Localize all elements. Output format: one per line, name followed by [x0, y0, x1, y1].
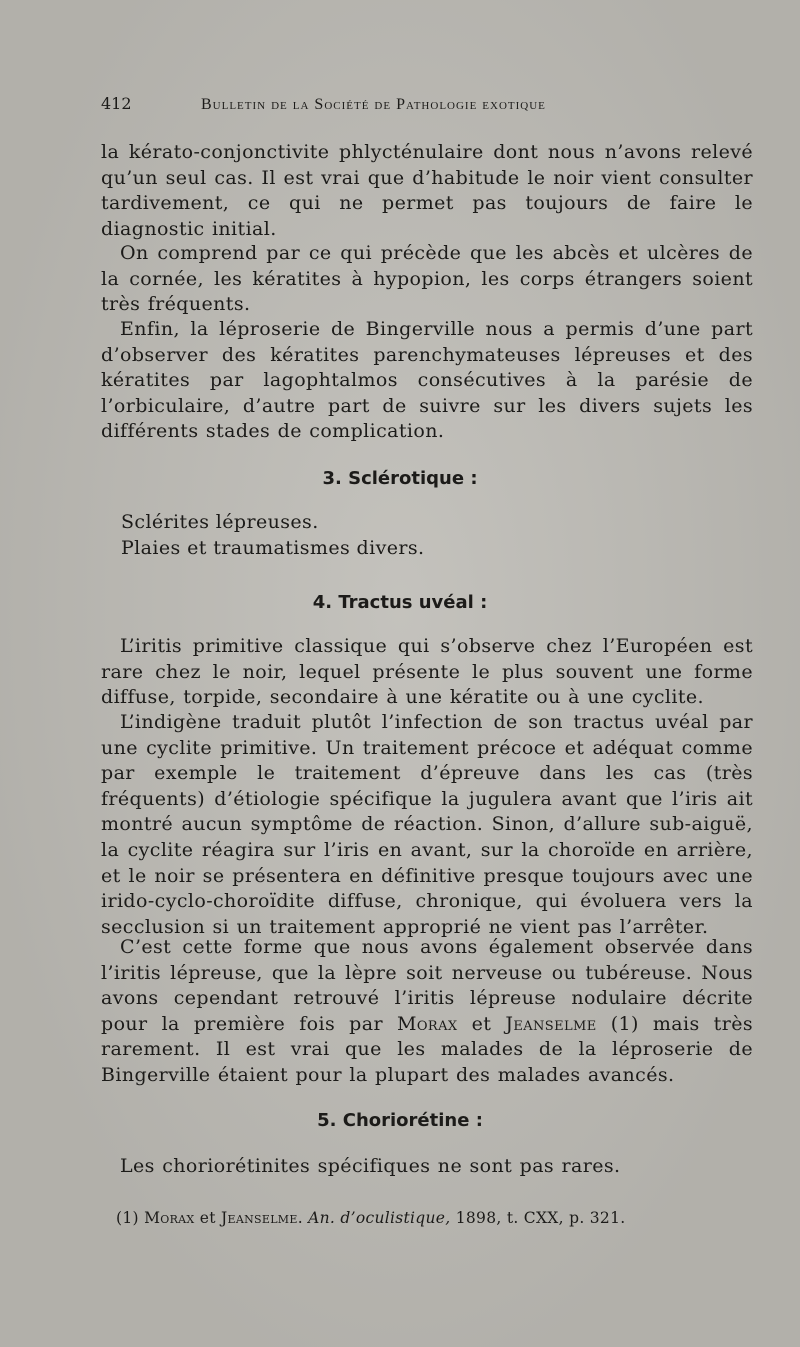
footnote-author: Morax: [144, 1209, 195, 1227]
paragraph-iritis-primitive: L’iritis primitive classique qui s’observe chez l’Européen est rare chez le noir, lequel présente le plus souvent une forme diffuse, torpide, secondaire à une kératite ou à une cyclite.: [101, 635, 753, 709]
author-name: Jeanselme: [505, 1012, 597, 1035]
page-number: 412: [101, 94, 132, 113]
paragraph-abces-ulceres: On comprend par ce qui précède que les abcès et ulcères de la cornée, les kératites à hypopion, les corps étrangers soient très fréquents.: [101, 242, 753, 316]
list-item: Plaies et traumatismes divers.: [121, 537, 425, 559]
paragraph-leproserie: Enfin, la léproserie de Bingerville nous a permis d’une part d’observer des kératites parenchymateuses lépreuses et des kératites par lagophtalmos consécutives à la parésie de l’orbiculaire, d’autre part de suivre sur les divers sujets les différents stades de complication.: [101, 318, 753, 443]
paragraph-keratoconjunctivitis: la kérato-conjonctivite phlycténulaire dont nous n’avons relevé qu’un seul cas. Il est vrai que d’habitude le noir vient consulter tardivement, ce qui ne permet pas toujours de faire le diagnostic initial.: [101, 141, 753, 240]
paragraph-text: et: [457, 1012, 506, 1035]
paragraph-chorioretinites: Les choriorétinites spécifiques ne sont pas rares.: [120, 1155, 621, 1177]
list-item: Sclérites lépreuses.: [121, 511, 319, 533]
page-header: [101, 94, 701, 118]
running-title: Bulletin de la Société de Pathologie exotique: [201, 96, 546, 113]
footnote-mark: (1): [116, 1209, 145, 1227]
footnote-author: Jeanselme.: [221, 1209, 303, 1227]
section-heading-tractus-uveal: 4. Tractus uvéal :: [312, 592, 488, 613]
paragraph-text: (1) mais très rarement. Il est vrai que les malades de la léproserie de Bingerville étaient pour la plupart des malades avancés.: [101, 1012, 753, 1086]
paragraph-iritis-lepreuse: [101, 935, 753, 1089]
section-heading-sclerotique: 3. Sclérotique :: [322, 468, 478, 489]
author-name: Morax: [397, 1012, 458, 1035]
footnote-reference: 1898, t. CXX, p. 321.: [450, 1209, 626, 1227]
footnote-journal: An. d’oculistique,: [308, 1209, 451, 1227]
footnote-text: et: [194, 1209, 222, 1227]
paragraph-text: C’est cette forme que nous avons également observée dans l’iritis lépreuse, que la lèpre soit nerveuse ou tubéreuse. Nous avons cependant retrouvé l’iritis lépreuse nodulaire décrite pour la première fois par: [101, 936, 753, 1035]
footnote: [116, 1209, 625, 1227]
paragraph-cyclite: L’indigène traduit plutôt l’infection de son tractus uvéal par une cyclite primitive. Un traitement précoce et adéquat comme par exemple le traitement d’épreuve dans les cas (très fréquents) d’étiologie spécifique la jugulera avant que l’iris ait montré aucun symptôme de réaction. Sinon, d’allure sub-aiguë, la cyclite réagira sur l’iris en avant, sur la choroïde en arrière, et le noir se présentera en définitive presque toujours avec une irido-cyclo-choroïdite diffuse, chronique, qui évoluera vers la secclusion si un traitement approprié ne vient pas l’arrêter.: [101, 711, 753, 938]
section-heading-chorioretine: 5. Choriorétine :: [317, 1110, 483, 1131]
